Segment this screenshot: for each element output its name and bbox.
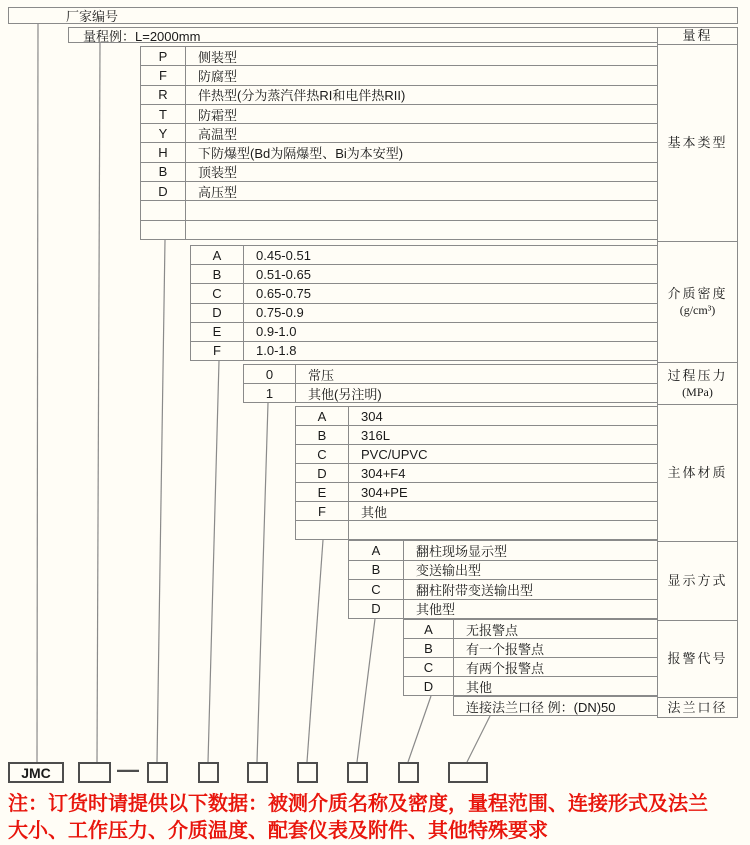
option-code: T	[141, 105, 186, 123]
option-desc: 下防爆型(Bd为隔爆型、Bi为本安型)	[198, 146, 404, 162]
connector-factory-code	[37, 23, 38, 762]
option-row	[191, 342, 657, 360]
connector-basic-type	[157, 240, 165, 762]
option-row	[141, 124, 657, 143]
option-desc	[349, 521, 657, 539]
option-row	[404, 639, 657, 658]
table-medium-density	[190, 245, 658, 361]
table-alarm-code	[403, 619, 658, 696]
option-desc: 防霜型	[198, 107, 238, 123]
option-code: D	[141, 182, 186, 200]
option-code: F	[296, 502, 349, 520]
option-row	[404, 620, 657, 639]
connector-display	[357, 619, 375, 762]
model-separator-dash: —	[117, 757, 139, 782]
flange-row	[454, 697, 657, 715]
category-label-flange: 法兰口径	[658, 697, 737, 717]
option-desc: 1.0-1.8	[256, 343, 297, 359]
option-row	[296, 426, 657, 445]
option-row	[141, 201, 657, 220]
option-desc: 304+F4	[361, 465, 406, 481]
option-code: A	[296, 407, 349, 425]
option-desc: 侧装型	[198, 49, 238, 65]
model-code-box-display	[347, 762, 368, 783]
connector-alarm	[408, 696, 431, 762]
option-desc: 316L	[361, 427, 390, 443]
option-desc: 防腐型	[198, 68, 238, 84]
option-code: F	[141, 66, 186, 84]
option-desc: 其他	[466, 679, 493, 695]
option-desc: 0.51-0.65	[256, 266, 311, 282]
option-row	[244, 384, 657, 402]
factory-code-label: 厂家编号	[66, 9, 119, 24]
table-basic-type	[140, 46, 658, 240]
option-code: 0	[244, 365, 296, 383]
category-label-material: 主体材质	[658, 404, 737, 541]
option-row	[349, 600, 657, 619]
option-code: B	[349, 561, 404, 580]
option-code: P	[141, 47, 186, 65]
option-row	[141, 143, 657, 162]
option-row	[141, 66, 657, 85]
model-code-box-pressure	[247, 762, 268, 783]
option-code: B	[404, 639, 454, 657]
option-row	[404, 677, 657, 695]
option-desc: 常压	[308, 367, 335, 383]
option-row	[296, 464, 657, 483]
model-code-box-basic-type	[147, 762, 168, 783]
option-row	[191, 304, 657, 323]
option-desc: 0.9-1.0	[256, 324, 297, 340]
option-desc: 高压型	[198, 184, 238, 200]
option-code: E	[191, 323, 244, 341]
connector-flange	[467, 716, 490, 762]
option-code: B	[296, 426, 349, 444]
option-code: C	[191, 284, 244, 302]
connector-pressure	[257, 403, 268, 762]
option-desc: 翻柱现场显示型	[416, 543, 508, 559]
table-flange-size	[453, 696, 658, 716]
connector-density	[208, 361, 219, 762]
connector-range	[97, 43, 100, 762]
option-row	[244, 365, 657, 384]
option-code	[141, 221, 186, 239]
option-code: C	[296, 445, 349, 463]
table-display-mode	[348, 540, 658, 619]
model-code-box-density	[198, 762, 219, 783]
option-desc: 0.45-0.51	[256, 247, 311, 263]
model-code-box-range	[78, 762, 111, 783]
connector-material	[307, 540, 323, 762]
category-label-density: 介质密度 (g/cm³)	[658, 241, 737, 362]
option-desc: 304+PE	[361, 484, 408, 500]
option-desc: 无报警点	[466, 622, 519, 638]
option-code: H	[141, 143, 186, 161]
factory-code-box	[8, 7, 738, 24]
option-code: F	[191, 342, 244, 360]
option-code: A	[349, 541, 404, 560]
option-code: R	[141, 86, 186, 104]
model-code-box-material	[297, 762, 318, 783]
option-desc: 其他(另注明)	[308, 386, 382, 402]
option-desc	[186, 201, 657, 219]
option-desc: 高温型	[198, 126, 238, 142]
option-desc: PVC/UPVC	[361, 446, 428, 462]
option-code: E	[296, 483, 349, 501]
option-desc: 304	[361, 408, 383, 424]
option-code: D	[349, 600, 404, 619]
option-code: B	[141, 163, 186, 181]
option-desc: 其他型	[416, 602, 456, 618]
option-row	[141, 221, 657, 239]
category-label-basic-type: 基本类型	[658, 44, 737, 241]
option-row	[141, 86, 657, 105]
option-row	[141, 105, 657, 124]
option-row	[296, 502, 657, 521]
option-code: 1	[244, 384, 296, 402]
option-row	[191, 323, 657, 342]
ordering-note-line2: 大小、工作压力、介质温度、配套仪表及附件、其他特殊要求	[8, 820, 548, 842]
option-desc: 有一个报警点	[466, 641, 545, 657]
option-row	[296, 407, 657, 426]
option-row	[296, 521, 657, 539]
option-code: D	[296, 464, 349, 482]
option-row	[141, 182, 657, 201]
option-row	[191, 246, 657, 265]
option-row	[404, 658, 657, 677]
flange-row-text: 连接法兰口径 例：(DN)50	[466, 699, 616, 715]
option-code	[296, 521, 349, 539]
option-desc: 有两个报警点	[466, 660, 545, 676]
model-code-box-flange	[448, 762, 488, 783]
option-code: A	[191, 246, 244, 264]
option-code: Y	[141, 124, 186, 142]
option-row	[191, 265, 657, 284]
option-code: D	[191, 304, 244, 322]
category-label-column	[657, 27, 738, 718]
option-row	[349, 580, 657, 600]
option-desc: 伴热型(分为蒸汽伴热RI和电伴热RII)	[198, 88, 406, 104]
option-code: D	[404, 677, 454, 695]
range-example-label: 量程例：L=2000mm	[83, 28, 201, 44]
option-row	[296, 483, 657, 502]
option-desc: 变送输出型	[416, 563, 482, 579]
option-code: C	[349, 580, 404, 599]
option-desc: 0.65-0.75	[256, 285, 311, 301]
option-code: A	[404, 620, 454, 638]
option-code	[141, 201, 186, 219]
ordering-note	[8, 791, 746, 845]
option-row	[141, 47, 657, 66]
option-row	[141, 163, 657, 182]
category-label-pressure: 过程压力 (MPa)	[658, 362, 737, 404]
category-label-alarm: 报警代号	[658, 620, 737, 697]
option-desc	[186, 221, 657, 239]
option-desc: 翻柱附带变送输出型	[416, 582, 534, 598]
model-code-box-alarm	[398, 762, 419, 783]
category-label-range: 量程	[682, 28, 713, 43]
option-desc: 0.75-0.9	[256, 305, 304, 321]
table-body-material	[295, 406, 658, 540]
option-desc: 顶装型	[198, 165, 238, 181]
range-example-box	[68, 27, 658, 43]
model-prefix-box: JMC	[8, 762, 64, 783]
option-row	[349, 561, 657, 581]
option-row	[349, 541, 657, 561]
option-desc: 其他	[361, 504, 388, 520]
category-label-display: 显示方式	[658, 541, 737, 620]
option-code: B	[191, 265, 244, 283]
option-row	[296, 445, 657, 464]
ordering-note-line1: 注：订货时请提供以下数据：被测介质名称及密度，量程范围、连接形式及法兰	[8, 793, 708, 815]
option-code: C	[404, 658, 454, 676]
table-process-pressure	[243, 364, 658, 403]
option-row	[191, 284, 657, 303]
